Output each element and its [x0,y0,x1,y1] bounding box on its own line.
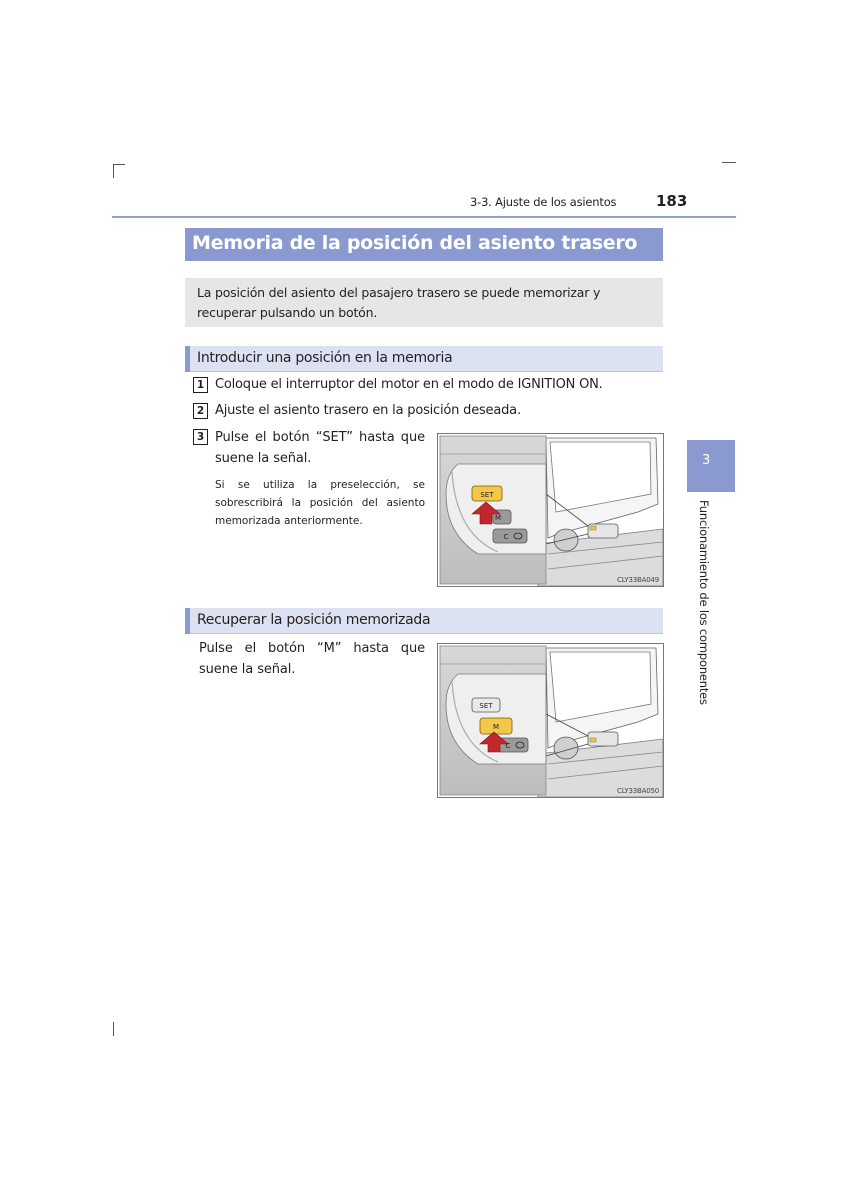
m-button-label: M [494,514,502,522]
intro-text: La posición del asiento del pasajero trasero se puede memorizar y recuperar pulsando un botón. [197,285,601,320]
set-button-label: SET [480,491,494,499]
crop-mark-top-right-h [722,162,736,163]
step-number: 1 [193,377,208,393]
chapter-tab [687,440,735,492]
c-button-label: C [505,742,511,750]
c-button-label: C [503,533,509,541]
section-heading-accent [185,608,190,634]
door-panel-drawing [438,644,663,797]
figure-code: CLY33BA049 [617,576,659,584]
step-number: 2 [193,403,208,419]
section-heading-text: Introducir una posición en la memoria [197,350,453,366]
header-section-title: 3-3. Ajuste de los asientos [470,195,617,209]
section-heading-recall [185,608,663,634]
chapter-number: 3 [702,453,711,468]
step-text-line: Pulse el botón “SET” hasta que [215,430,425,445]
door-panel-drawing [438,434,663,586]
recall-instruction-text: Pulse el botón “M” hasta que suene la señal. [199,641,425,677]
section-heading-accent [185,346,190,372]
step-text: Ajuste el asiento trasero en la posición deseada. [215,403,521,418]
section-heading-text: Recuperar la posición memorizada [197,612,431,628]
note-text: Si se utiliza la preselección, se sobrescribirá la posición del asiento memorizada anteriormente. [215,479,425,527]
page-number: 183 [656,192,688,210]
set-button-label: SET [479,702,493,710]
seat-memory-illustration-set [437,433,664,587]
crop-mark-top-left-v [113,164,114,178]
crop-mark-bottom-left-v [113,1022,114,1036]
header-rule [112,216,736,218]
page-title: Memoria de la posición del asiento trasero [192,232,638,254]
seat-memory-illustration-m [437,643,664,798]
chapter-label: Funcionamiento de los componentes [697,500,711,705]
step-number: 3 [193,429,208,445]
figure-code: CLY33BA050 [617,787,659,795]
m-button-label: M [492,723,500,731]
step-text: Coloque el interruptor del motor en el modo de IGNITION ON. [215,377,603,392]
step-text [215,427,425,469]
crop-mark-top-left-h [113,164,125,165]
step-text-line: suene la señal. [215,451,312,466]
section-heading-memorize [185,346,663,372]
intro-box [185,278,663,327]
page-title-banner [185,228,663,261]
